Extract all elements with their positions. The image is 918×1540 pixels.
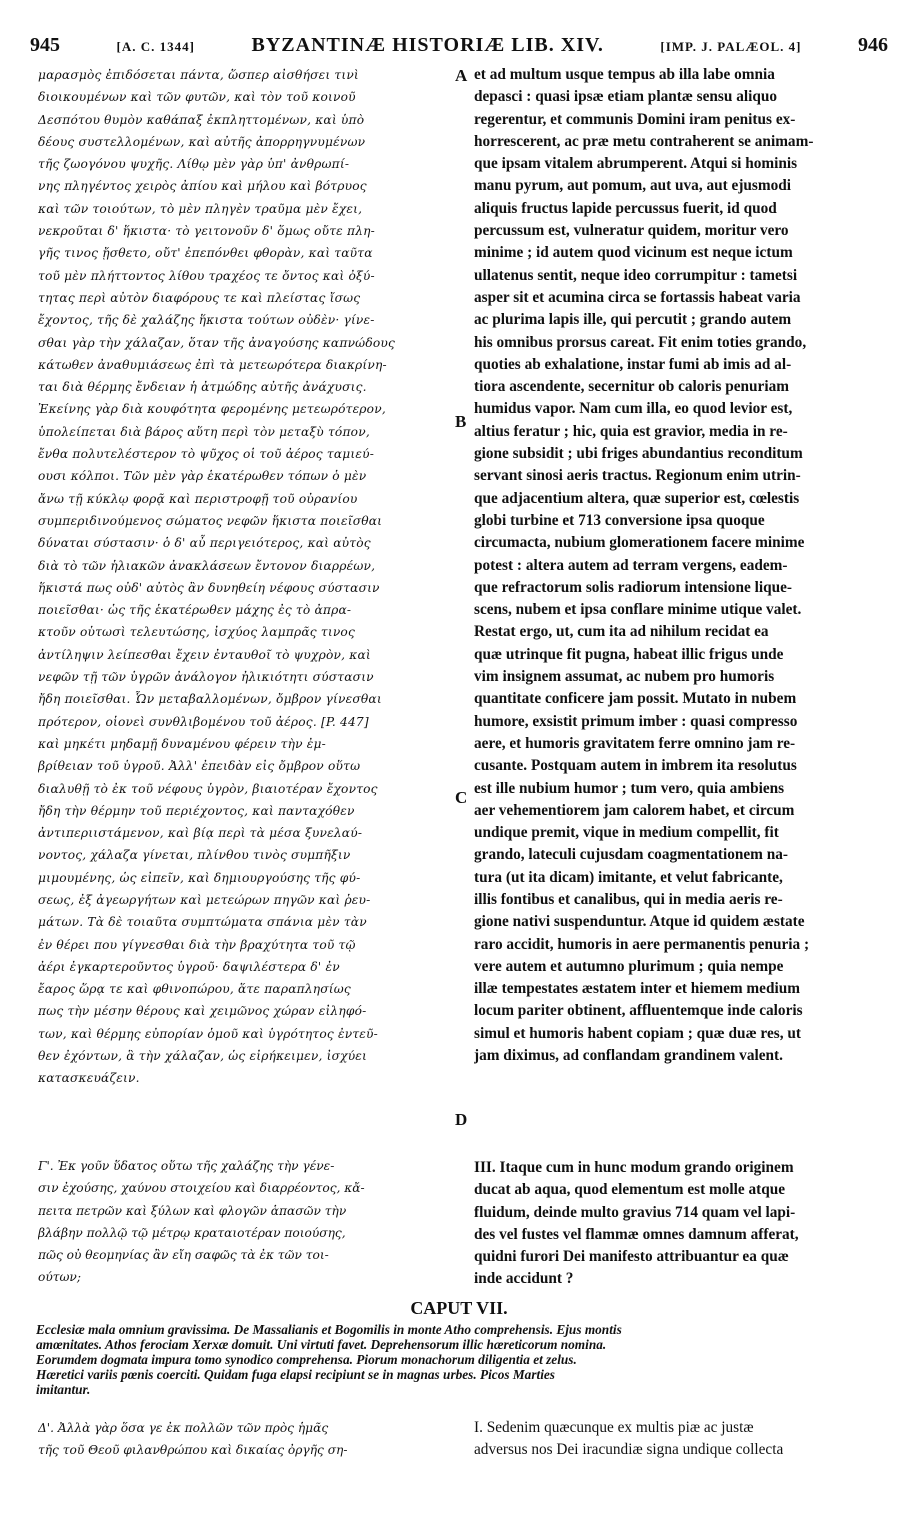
latin-text-line: altius feratur ; hic, quia est gravior, media in re- <box>474 422 788 440</box>
greek-text-line: πῶς οὐ θεομηνίας ἂν εἴη σαφῶς τὰ ἐκ τῶν τοι- <box>38 1248 329 1263</box>
greek-text-line: ουσι κόλποι. Τῶν μὲν γὰρ ἑκατέρωθεν τόπων ὁ μὲν <box>38 469 367 484</box>
running-header <box>30 34 888 60</box>
greek-text-line: συμπεριδινούμενος σώματος νεφῶν ἥκιστα ποιεῖσθαι <box>38 513 383 528</box>
greek-text-line: διοικουμένων καὶ τῶν φυτῶν, καὶ τὸν τοῦ κοινοῦ <box>38 90 356 105</box>
latin-text-line: que refractorum solis radiorum intensione lique- <box>474 578 792 596</box>
greek-text-line: σθαι γὰρ τὴν χάλαζαν, ὅταν τῆς ἀναγούσης καπνώδους <box>38 335 396 350</box>
latin-text-line: vere autem et autumno plurimum ; quia nempe <box>474 957 784 975</box>
latin-text-line: tiora ascendente, secernitur ob caloris penuriam <box>474 378 789 396</box>
latin-text-line: ducat ab aqua, quod elementum est molle atque <box>474 1181 786 1199</box>
latin-text-line: que adjacentium altera, quæ superior est, cœlestis <box>474 489 800 507</box>
greek-text-line: κτοῦν οὑτωσὶ τελευτώσης, ἰσχύος λαμπρᾶς τινος <box>38 625 355 640</box>
latin-text-line: adversus nos Dei iracundiæ signa undique collecta <box>474 1441 784 1458</box>
greek-text-line: ἄνω τῇ κύκλῳ φορᾷ καὶ περιστροφῇ τοῦ οὐρανίου <box>38 491 358 506</box>
latin-paragraph-4 <box>474 1417 886 1461</box>
latin-text-line: ullatenus sentit, neque ideo corrumpitur : tametsi <box>474 266 798 284</box>
greek-text-line: Ἐκείνης γὰρ διὰ κουφότητα φερομένης μετεωρότερον, <box>38 402 386 417</box>
greek-text-line: Δ'. Ἀλλὰ γὰρ ὅσα γε ἐκ πολλῶν τῶν πρὸς ἡμᾶς <box>38 1421 329 1435</box>
latin-text-line: his omnibus prorsus careat. Fit enim toties grando, <box>474 333 807 351</box>
latin-text-line: aere, et humoris gravitatem ferre omnino jam re- <box>474 734 796 752</box>
latin-text-line: scens, nubem et ipsa conflare minime utique valet. <box>474 601 802 619</box>
latin-text-line: minime ; id autem quod vicinum est neque ictum <box>474 244 793 262</box>
latin-text-line: gione subsidit ; ubi friges abundantius reconditum <box>474 445 803 463</box>
latin-text-line: grando, lateculi cujusdam coagmentationem na- <box>474 846 788 864</box>
greek-text-line: ἀέρι ἐγκαρτεροῦντος ὑγροῦ· δαψιλέστερα δ' ἐν <box>38 959 340 974</box>
latin-text-line: cusante. Postquam autem in imbrem ita resolutus <box>474 757 797 775</box>
latin-text-line: raro accidit, humoris in aere permanentis penuria ; <box>474 935 810 953</box>
latin-text-line: manu pyrum, aut pomum, aut uva, aut ejusmodi <box>474 177 792 195</box>
greek-text-line: ἔνθα πολυτελέστερον τὸ ψῦχος οἱ τοῦ ἀέρος ταμιεύ- <box>38 447 375 462</box>
greek-text-line: γῆς τινος ᾔσθετο, οὔτ' ἐπεπόνθει φθορὰν, καὶ ταῦτα <box>38 246 373 261</box>
summary-line: Ecclesiæ mala omnium gravissima. De Massalianis et Bogomilis in monte Atho comprehensis. Ejus montis <box>36 1322 622 1337</box>
greek-text-line: πως τὴν μέσην θέρους καὶ χειμῶνος χώραν εἰληφό- <box>38 1004 367 1019</box>
latin-text-line: fluidum, deinde multo gravius 714 quam vel lapi- <box>474 1203 796 1221</box>
summary-line: amœnitates. Athos ferociam Xerxæ domuit. Uni virtuti favet. Deprehensorum illic hæreticorum nomina. <box>36 1337 607 1352</box>
latin-text-line: undique premit, vique in medium compellit, fit <box>474 824 779 842</box>
running-title: BYZANTINÆ HISTORIÆ LIB. XIV. <box>251 34 604 56</box>
greek-text-line: ἔχοντος, τῆς δὲ χαλάζης ἥκιστα τούτων οὐδὲν· γίνε- <box>38 313 375 328</box>
latin-text-line: illæ tempestates æstatem inter et hiemem medium <box>474 980 800 998</box>
greek-paragraph-4 <box>38 1417 452 1461</box>
latin-text-line: locum pariter obtinent, affluentemque inde caloris <box>474 1002 803 1020</box>
greek-text-line: ὑπολείπεται διὰ βάρος αὕτη περὶ τὸν μεταξὺ τόπον, <box>38 424 370 439</box>
greek-text-line: ἥκιστά πως οὐδ' αὐτὸς ἂν δυνηθείη νέφους σύστασιν <box>38 580 380 595</box>
latin-text-line: horrescerent, ac præ metu contraherent se animam- <box>474 132 814 150</box>
latin-text-line: inde accidunt ? <box>474 1270 574 1288</box>
greek-text-line: πειτα πετρῶν καὶ ξύλων καὶ φλογῶν ἁπασῶν τὴν <box>38 1203 347 1218</box>
chapter-heading: CAPUT VII. <box>410 1298 508 1318</box>
greek-text-line: βλάβην πολλῷ τῷ μέτρῳ κραταιοτέραν ποιούσης, <box>38 1225 346 1240</box>
greek-text-line: Δεσπότου θυμὸν καθάπαξ ἐκπληττομένων, καὶ ὑπὸ <box>38 112 365 127</box>
summary-line: Eorumdem dogmata impura tomo synodico comprehensa. Piorum monachorum diligentia et zelus. <box>36 1352 577 1367</box>
latin-text-line: et ad multum usque tempus ab illa labe omnia <box>474 66 775 83</box>
right-page-number: 946 <box>857 34 888 56</box>
latin-text-line: depasci : quasi ipsæ etiam plantæ sensu aliquo <box>474 88 778 106</box>
latin-text-line: III. Itaque cum in hunc modum grando originem <box>474 1159 794 1176</box>
greek-text-line: ποιεῖσθαι· ὡς τῆς ἑκατέρωθεν μάχης ἐς τὸ ἀπρα- <box>38 603 352 618</box>
greek-text-line: καὶ τῶν τοιούτων, τὸ μὲν πληγὲν τραῦμα μὲν ἔχει, <box>38 201 363 216</box>
left-page-number: 945 <box>30 34 60 56</box>
greek-text-line: νης πληγέντος χειρὸς ἀπίου καὶ μήλου καὶ βότρυος <box>38 179 367 194</box>
greek-text-line: σιν ἐχούσης, χαύνου στοιχείου καὶ διαρρέοντος, κἄ- <box>38 1181 365 1196</box>
latin-text-line: potest : altera autem ad terram vergens, eadem- <box>474 556 788 574</box>
greek-text-line: δύναται σύστασιν· ὁ δ' αὖ περιγειότερος, καὶ αὐτὸς <box>38 536 371 551</box>
greek-text-line: νεκροῦται δ' ἥκιστα· τὸ γειτονοῦν δ' ὅμως οὔτε πλη- <box>38 224 375 239</box>
latin-text-line: gione nativi suspenduntur. Atque id quidem æstate <box>474 913 805 931</box>
latin-text-line: regerentur, et communis Domini iram penitus ex- <box>474 110 796 128</box>
latin-text-line: quantitate conficere jam possit. Mutato in nubem <box>474 690 797 708</box>
margin-marker-d: D <box>455 1110 468 1129</box>
latin-text-line: des vel fustes vel flammæ omnes damnum afferat, <box>474 1225 799 1243</box>
latin-text-line: asper sit et acumina circa se fortassis habeat varia <box>474 288 801 306</box>
latin-text-line: tura (ut ita dicam) imitante, et velut fabricante, <box>474 868 783 886</box>
greek-text-line: διαλυθῇ τὸ ἐκ τοῦ νέφους ὑγρὸν, βιαιοτέραν ἔχοντος <box>38 781 378 796</box>
latin-text-line: globi turbine et 713 conversione ipsa quoque <box>474 511 765 529</box>
latin-text-line: illis fontibus et canalibus, qui in media aeris re- <box>474 890 783 908</box>
greek-text-line: πρότερον, οἱονεὶ συνθλιβομένου τοῦ ἀέρος. [P. 447] <box>38 714 369 729</box>
latin-text-line: vim insignem assumat, ac nubem pro humoris <box>474 668 775 686</box>
latin-text-line: quæ utrinque fit pugna, habeat illic frigus unde <box>474 645 784 663</box>
greek-text-line: τῆς ζωογόνου ψυχῆς. Λίθῳ μὲν γὰρ ὑπ' ἀνθρωπί- <box>38 157 350 172</box>
latin-text-line: ac plurima lapis ille, qui percutit ; grando autem <box>474 311 792 329</box>
greek-text-line: κατασκευάζειν. <box>38 1071 140 1086</box>
latin-text-line: circumacta, nubium glomerationem facere minime <box>474 534 805 552</box>
latin-text-line: quidni furori Dei manifesto attribuantur ea quæ <box>474 1248 789 1266</box>
latin-text-line: humore, exsistit primum imber : quasi compresso <box>474 712 798 730</box>
greek-text-line: ἐν θέρει που γίγνεσθαι διὰ τὴν βραχύτητα τοῦ τῷ <box>38 937 356 952</box>
emperor-note: [IMP. J. PALÆOL. 4] <box>660 39 802 54</box>
greek-text-line: κάτωθεν ἀναθυμιάσεως ἐπὶ τὰ μετεωρότερα διακρίνη- <box>38 357 387 372</box>
greek-text-line: των, καὶ θέρμης εὐπορίαν ὁμοῦ καὶ ὑγρότητος ἐντεῦ- <box>38 1026 378 1041</box>
margin-marker-c: C <box>455 788 468 807</box>
greek-text-line: ἀντιπεριιστάμενον, καὶ βίᾳ περὶ τὰ μέσα ξυνελαύ- <box>38 826 363 841</box>
margin-marker-b: B <box>455 412 467 431</box>
greek-text-line: ἀντίληψιν λείπεσθαι ἔχειν ἐνταυθοῖ τὸ ψυχρὸν, καὶ <box>38 647 371 662</box>
latin-text-line: quoties ab exhalatione, instar fumi ab imis ad al- <box>474 355 792 373</box>
greek-text-line: ούτων; <box>38 1270 81 1285</box>
latin-text-line: jam diximus, ad conflandam grandinem valent. <box>474 1047 783 1065</box>
latin-text-line: simul et humoris habent copiam ; quæ duæ res, ut <box>474 1024 801 1042</box>
summary-line: imitantur. <box>36 1382 91 1397</box>
greek-text-line: θεν ἐχόντων, ἃ τὴν χάλαζαν, ὡς εἰρήκειμεν, ἰσχύει <box>38 1049 368 1064</box>
greek-text-line: δέους συστελλομένων, καὶ αὐτῆς ἀπορρηγνυμένων <box>38 134 366 149</box>
latin-text-line: aliquis fructus lapide percussus fuerit, id quod <box>474 199 777 217</box>
latin-column <box>474 64 886 1290</box>
greek-text-line: Γ'. Ἐκ γοῦν ὕδατος οὕτω τῆς χαλάζης τὴν γένε- <box>38 1159 335 1173</box>
greek-paragraph-3 <box>38 1155 452 1289</box>
latin-text-line: humidus vapor. Nam cum illa, eo quod levior est, <box>474 400 793 418</box>
latin-text-line: que ipsam vitalem abrumperent. Atqui si hominis <box>474 155 798 173</box>
greek-text-line: βρίθειαν τοῦ ὑγροῦ. Ἀλλ' ἐπειδὰν εἰς ὄμβρον οὕτω <box>38 759 361 774</box>
greek-text-line: νεφῶν τῇ τῶν ὑγρῶν ἀνάλογον ἠλικιότητι σύστασιν <box>38 670 374 685</box>
latin-text-line: servant sinosi aeris tractus. Regionum enim utrin- <box>474 467 801 485</box>
greek-text-line: ἤδη ποιεῖσθαι. Ὧν μεταβαλλομένων, ὄμβρον γίνεσθαι <box>38 692 382 707</box>
greek-text-line: καὶ μηκέτι μηδαμῇ δυναμένου φέρειν τὴν ἐμ- <box>38 736 326 751</box>
year-note: [A. C. 1344] <box>116 39 195 54</box>
greek-text-line: διὰ τὸ τῶν ἡλιακῶν ἀνακλάσεων ἔντονον διαρρέων, <box>38 558 376 573</box>
greek-text-line: νοντος, χάλαζα γίνεται, πλίνθου τινὸς συμπῆξιν <box>38 848 351 863</box>
greek-text-line: μάτων. Τὰ δὲ τοιαῦτα συμπτώματα σπάνια μὲν τὰν <box>38 915 367 930</box>
latin-text-line: est ille nubium humor ; tum vero, quia ambiens <box>474 779 785 797</box>
greek-text-line: μιμουμένης, ὡς εἰπεῖν, καὶ δημιουργούσης τῆς φύ- <box>38 870 361 885</box>
latin-paragraph-3 <box>474 1157 886 1291</box>
greek-text-line: τῆς τοῦ Θεοῦ φιλανθρώπου καὶ δικαίας ὀργῆς ση- <box>38 1443 348 1457</box>
latin-text-line: I. Sedenim quæcunque ex multis piæ ac justæ <box>474 1419 754 1436</box>
margin-marker-a: A <box>455 66 468 85</box>
greek-text-line: ται διὰ θέρμης ἔνδειαν ἡ ἀτμώδης αὐτῆς ἀνάχυσις. <box>38 380 367 395</box>
greek-text-line: τητας περὶ αὐτὸν διαφόρους τε καὶ πλείστας ἴσως <box>38 290 361 305</box>
greek-text-line: μαρασμὸς ἐπιδόσεται πάντα, ὥσπερ αἰσθήσει τινὶ <box>38 68 359 82</box>
latin-text-line: percussum est, vulneratur quidem, moritur vero <box>474 222 789 240</box>
greek-text-line: ἔαρος ὥρᾳ τε καὶ φθινοπώρου, ἅτε παραπλησίως <box>38 982 351 997</box>
latin-text-line: Restat ergo, ut, cum ita ad nihilum recidat ea <box>474 623 769 641</box>
greek-column <box>38 64 452 1290</box>
summary-line: Hæretici variis pœnis coerciti. Quidam fuga elapsi recipiunt se in magnas urbes. Picos Marties <box>36 1367 555 1382</box>
chapter-summary <box>36 1322 888 1397</box>
greek-text-line: τοῦ μὲν πλήττοντος λίθου τραχέος τε ὄντος καὶ ὀξύ- <box>38 268 375 283</box>
greek-text-line: ἤδη τὴν θέρμην τοῦ περιέχοντος, καὶ πανταχόθεν <box>38 803 355 818</box>
greek-text-line: σεως, ἐξ ἀγεωργήτων καὶ μετεώρων πηγῶν καὶ ῥευ- <box>38 892 371 907</box>
latin-text-line: aer vehementiorem jam calorem habet, et circum <box>474 801 795 819</box>
